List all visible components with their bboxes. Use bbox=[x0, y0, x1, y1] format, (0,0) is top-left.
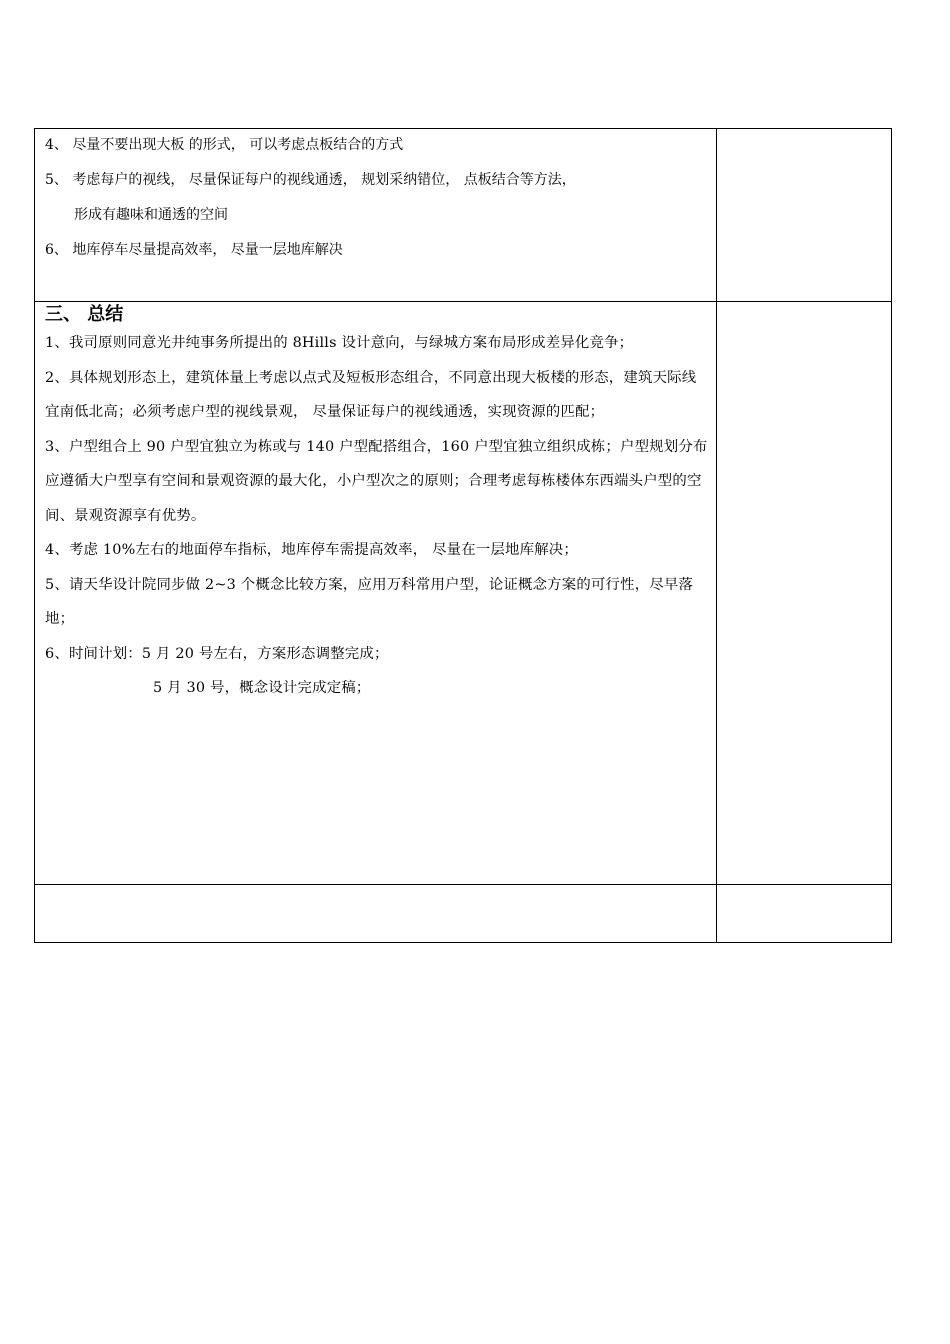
minutes-table bbox=[34, 128, 892, 943]
summary-points bbox=[45, 326, 710, 706]
empty-side-cell bbox=[717, 885, 892, 943]
opinion-item-4: 4、 尽量不要出现大板 的形式， 可以考虑点板结合的方式 bbox=[45, 137, 404, 153]
empty-cell bbox=[35, 885, 717, 943]
table-row-opinions bbox=[35, 129, 892, 302]
summary-cell bbox=[35, 302, 717, 885]
summary-point-3: 3、户型组合上 90 户型宜独立为栋或与 140 户型配搭组合，160 户型宜独立组织成栋；户型规划分布应遵循大户型享有空间和景观资源的最大化，小户型次之的原则；合理考虑每栋楼体东西端头户型的空间、景观资源享有优势。 bbox=[45, 438, 708, 524]
opinion-item-5-continued: 形成有趣味和通透的空间 bbox=[74, 207, 228, 223]
opinions-cell bbox=[35, 129, 717, 302]
summary-point-4: 4、考虑 10%左右的地面停车指标，地库停车需提高效率， 尽量在一层地库解决； bbox=[45, 542, 578, 558]
summary-side-cell bbox=[717, 302, 892, 885]
summary-point-2: 2、具体规划形态上，建筑体量上考虑以点式及短板形态组合，不同意出现大板楼的形态，建筑天际线宜南低北高；必须考虑户型的视线景观， 尽量保证每户的视线通透，实现资源的匹配； bbox=[45, 369, 697, 420]
table-row-empty bbox=[35, 885, 892, 943]
summary-point-6-schedule-2: 5 月 30 号，概念设计完成定稿； bbox=[153, 680, 371, 696]
summary-heading: 三、 总结 bbox=[45, 304, 124, 325]
opinion-item-5: 5、 考虑每户的视线， 尽量保证每户的视线通透， 规划采纳错位， 点板结合等方法， bbox=[45, 172, 576, 188]
summary-point-1: 1、我司原则同意光井纯事务所提出的 8Hills 设计意向，与绿城方案布局形成差异化竞争； bbox=[45, 335, 634, 351]
opinion-item-6: 6、 地库停车尽量提高效率， 尽量一层地库解决 bbox=[45, 242, 343, 258]
summary-point-5: 5、请天华设计院同步做 2~3 个概念比较方案，应用万科常用户型，论证概念方案的可行性，尽早落地； bbox=[45, 576, 694, 627]
summary-point-6: 6、时间计划：5 月 20 号左右，方案形态调整完成； bbox=[45, 645, 389, 662]
table-row-summary bbox=[35, 302, 892, 885]
opinions-side-cell bbox=[717, 129, 892, 302]
